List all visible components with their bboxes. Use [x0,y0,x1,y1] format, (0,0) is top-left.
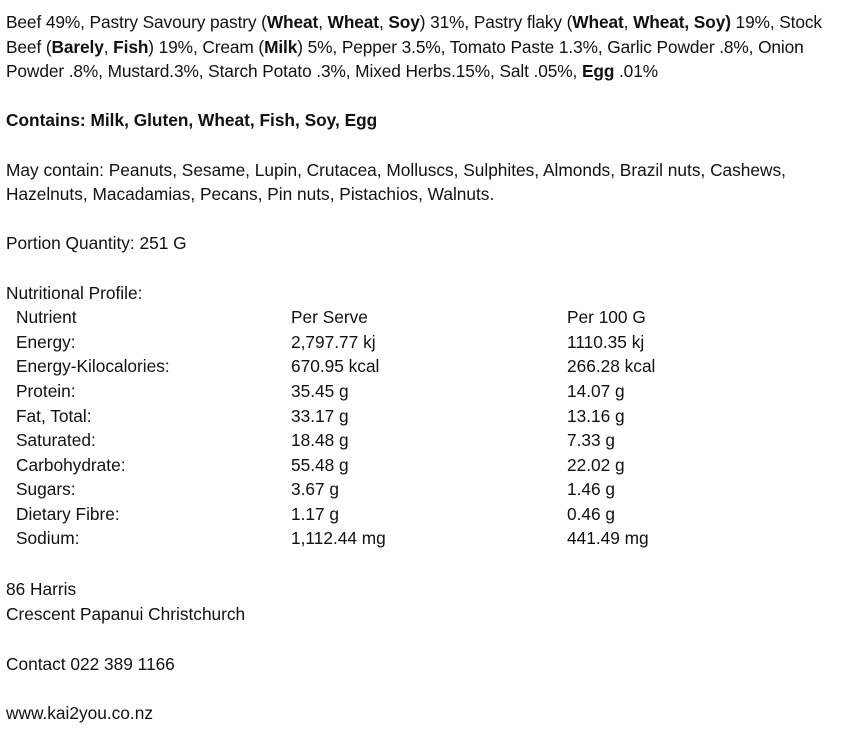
header-nutrient: Nutrient [16,307,77,328]
ingredient-text: ) 5%, Pepper 3.5%, Tomato Paste 1.3%, Garlic Powder .8%, Onion Powder .8%, Mustard.3%, Starch Potato .3%, Mixed Herbs.15%, Salt .05%, [6,36,804,82]
nutrition-row-carbohydrate [6,453,841,478]
ingredient-text: , [623,12,634,32]
nutrition-row-protein [6,379,841,404]
spacer [6,256,841,281]
per-100g-value: 22.02 g [567,454,625,475]
contact-phone: Contact 022 389 1166 [6,654,175,675]
ingredient-text: , [318,12,328,32]
ingredient-text: 19%, Stock Beef ( [6,12,822,57]
spacer [6,628,841,653]
per-100g-value: 1.46 g [567,479,616,500]
allergen-bold: Wheat, Soy) [633,12,731,32]
nutrition-row-energy [6,330,841,355]
address-block [6,577,841,628]
nutrient-name: Sugars: [16,479,76,500]
contains-text: Contains: Milk, Gluten, Wheat, Fish, Soy, Egg [6,110,378,131]
per-100g-value: 0.46 g [567,503,616,524]
spacer [6,207,841,232]
nutrition-row-fat-total [6,404,841,429]
per-serve-value: 670.95 kcal [291,356,380,377]
spacer [6,677,841,702]
ingredients-list [6,10,841,84]
allergen-bold: Wheat [327,12,379,32]
allergen-bold: Soy [388,12,420,32]
nutrition-row-saturated [6,428,841,453]
nutrient-name: Saturated: [16,430,96,451]
allergen-bold: Egg [581,61,615,82]
per-100g-value: 266.28 kcal [567,356,656,377]
spacer [6,84,841,109]
ingredient-text: ) 31%, Pastry flaky ( [419,12,573,32]
nutrient-name: Dietary Fibre: [16,503,120,524]
per-serve-value: 55.48 g [291,454,349,475]
nutrition-table [6,305,841,551]
per-serve-value: 1.17 g [291,503,340,524]
nutrient-name: Sodium: [16,528,80,549]
nutrient-name: Protein: [16,380,76,401]
may-contain-statement: May contain: Peanuts, Sesame, Lupin, Crutacea, Molluscs, Sulphites, Almonds, Brazil nuts, Cashews, Hazelnuts, Macadamias, Pecans, Pin nuts, Pistachios, Walnuts. [6,159,786,205]
address-line-1: 86 Harris [6,578,77,599]
nutrition-header-row [6,305,841,330]
nutrient-name: Energy: [16,331,76,352]
address-line-2: Crescent Papanui Christchurch [6,604,246,625]
per-100g-value: 441.49 mg [567,528,649,549]
ingredient-text: , [378,12,389,32]
ingredient-text: ) 19%, Cream ( [148,36,265,57]
allergen-bold: Wheat [572,12,624,32]
header-per-100g: Per 100 G [567,307,646,328]
nutrient-name: Fat, Total: [16,405,92,426]
allergen-bold: Barely [51,36,104,57]
label-document [6,10,841,726]
allergen-bold: Wheat [266,12,319,32]
per-serve-value: 1,112.44 mg [291,528,386,549]
per-serve-value: 33.17 g [291,405,349,426]
per-100g-value: 14.07 g [567,380,625,401]
spacer [6,551,841,576]
nutrient-name: Carbohydrate: [16,454,126,475]
nutrition-row-sugars [6,477,841,502]
ingredient-text: Beef 49%, Pastry Savoury pastry ( [6,12,267,32]
nutrition-row-sodium [6,526,841,551]
nutrition-row-kilocalories [6,354,841,379]
per-100g-value: 7.33 g [567,430,616,451]
per-100g-value: 1110.35 kj [567,331,645,352]
per-100g-value: 13.16 g [567,405,625,426]
portion-quantity: Portion Quantity: 251 G [6,233,187,254]
nutrition-title: Nutritional Profile: [6,282,143,303]
per-serve-value: 3.67 g [291,479,340,500]
ingredient-text: , [103,36,114,57]
allergen-bold: Milk [264,36,298,57]
spacer [6,133,841,158]
ingredient-text: .01% [614,61,658,82]
contains-statement [6,108,841,133]
per-serve-value: 2,797.77 kj [291,331,376,352]
per-serve-value: 35.45 g [291,380,349,401]
nutrient-name: Energy-Kilocalories: [16,356,170,377]
header-per-serve: Per Serve [291,307,368,328]
nutrition-row-dietary-fibre [6,502,841,527]
per-serve-value: 18.48 g [291,430,349,451]
website-url: www.kai2you.co.nz [6,703,153,724]
allergen-bold: Fish [113,36,149,57]
